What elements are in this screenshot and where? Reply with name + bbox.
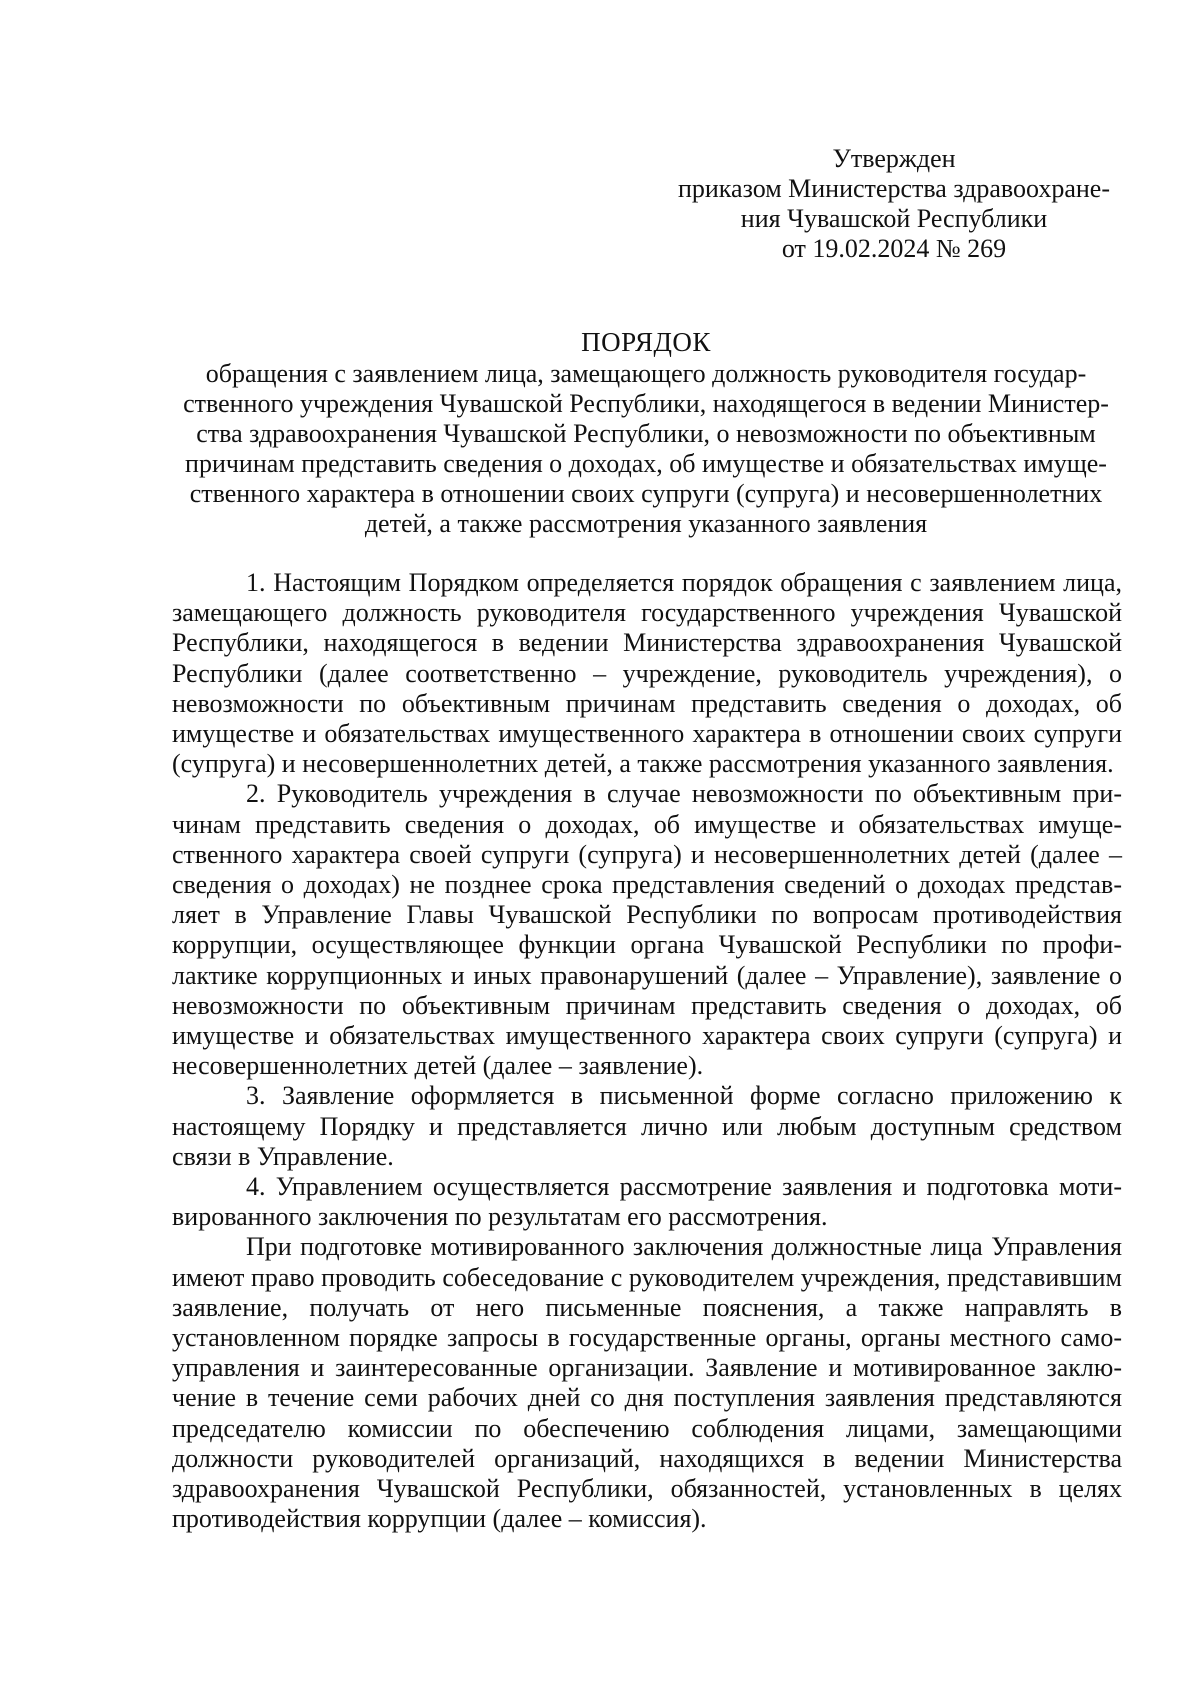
approval-line: приказом Министерства здравоохране- xyxy=(677,174,1111,203)
approval-date: от 19.02.2024 № 269 xyxy=(781,234,1007,263)
approval-line: ния Чувашской Республики xyxy=(740,204,1048,233)
approval-line: Утвержден xyxy=(832,144,956,173)
document-body xyxy=(172,568,1122,1535)
title-block xyxy=(172,327,1120,539)
document-title: ПОРЯДОК xyxy=(581,327,711,357)
paragraph-5: При подготовке мотивированного заключения должностные лица Управления имеют право проводить собеседование с руководителем учреждения, представившим заявление, получать от него письменные пояснения, а также направлять в установленном порядке запросы в государственные органы, органы местного самоуправления и заинтересованные организации. Заявление и мотивированное заключение в течение семи рабочих дней со дня поступления заявления представляются председателю комиссии по обеспечению соблюдения лицами, замещающими должности руководителей организаций, находящихся в ведении Министерства здравоохранения Чувашской Республики, обязанностей, установленных в целях противодействия коррупции (далее – комиссия). xyxy=(172,1232,1122,1534)
document-subtitle: обращения с заявлением лица, замещающего должность руководителя государственного учреждения Чувашской Республики, находящегося в ведении Министерства здравоохранения Чувашской Республики, о невозможности по объективным причинам представить сведения о доходах, об имуществе и обязательствах имущественного характера в отношении своих супруги (супруга) и несовершеннолетних детей, а также рассмотрения указанного заявления xyxy=(183,359,1109,538)
paragraph-1: 1. Настоящим Порядком определяется порядок обращения с заявлением лица, замещающего должность руководителя государственного учреждения Чувашской Республики, находящегося в ведении Министерства здравоохранения Чувашской Республики (далее соответственно – учреждение, руководитель учреждения), о невозможности по объективным причинам представить сведения о доходах, об имуществе и обязательствах имущественного характера в отношении своих супруги (супруга) и несовершеннолетних детей, а также рассмотрения указанного заявления. xyxy=(172,568,1122,779)
paragraph-2: 2. Руководитель учреждения в случае невозможности по объективным причинам представить сведения о доходах, об имуществе и обязательствах имущественного характера своей супруги (супруга) и несовершеннолетних детей (далее – сведения о доходах) не позднее срока представления сведений о доходах представляет в Управление Главы Чувашской Республики по вопросам противодействия коррупции, осуществляющее функции органа Чувашской Республики по профилактике коррупционных и иных правонарушений (далее – Управление), заявление о невозможности по объективным причинам представить сведения о доходах, об имуществе и обязательствах имущественного характера своих супруги (супруга) и несовершеннолетних детей (далее – заявление). xyxy=(172,779,1122,1081)
paragraph-4: 4. Управлением осуществляется рассмотрение заявления и подготовка мотивированного заключения по результатам его рассмотрения. xyxy=(172,1172,1122,1232)
paragraph-3: 3. Заявление оформляется в письменной форме согласно приложению к настоящему Порядку и представляется лично или любым доступным средством связи в Управление. xyxy=(172,1081,1122,1171)
approval-stamp xyxy=(668,144,1120,264)
